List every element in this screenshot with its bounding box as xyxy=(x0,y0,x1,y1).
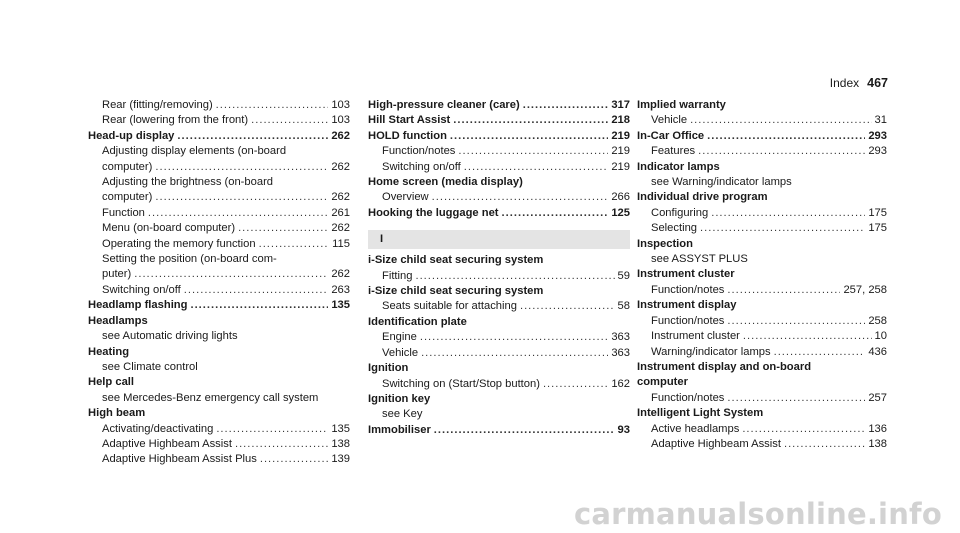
page-reference[interactable]: 261 xyxy=(331,206,350,219)
page-reference[interactable]: 135 xyxy=(331,299,350,312)
entry-text: HOLD function xyxy=(368,129,447,142)
dot-leader xyxy=(216,422,328,437)
page-reference[interactable]: 115 xyxy=(332,237,350,250)
index-subentry[interactable] xyxy=(88,283,350,298)
index-subentry[interactable] xyxy=(88,437,350,452)
index-subentry[interactable] xyxy=(368,160,630,175)
entry-text: Active headlamps xyxy=(651,422,740,435)
index-heading: Ignition xyxy=(368,362,409,375)
entry-text: Hooking the luggage net xyxy=(368,206,499,219)
page-header xyxy=(830,76,888,90)
index-subentry[interactable] xyxy=(368,269,630,284)
entry-text: computer) xyxy=(102,191,153,204)
entry-text: Engine xyxy=(382,331,417,344)
dot-leader xyxy=(421,346,608,361)
page-reference[interactable]: 317 xyxy=(611,99,630,111)
index-heading: Intelligent Light System xyxy=(637,407,764,420)
dot-leader xyxy=(148,206,328,221)
entry-text: Rear (lowering from the front) xyxy=(102,114,249,127)
index-subentry[interactable] xyxy=(368,377,630,392)
dot-leader xyxy=(458,144,608,159)
entry-text: Switching on (Start/Stop button) xyxy=(382,377,540,390)
index-cross-reference: see Automatic driving lights xyxy=(102,330,238,343)
page-reference[interactable]: 258 xyxy=(868,314,887,327)
page-reference[interactable]: 219 xyxy=(611,129,630,142)
dot-leader xyxy=(502,206,609,221)
page-reference[interactable]: 266 xyxy=(611,191,630,204)
entry-text: Hill Start Assist xyxy=(368,114,451,127)
page-reference[interactable]: 103 xyxy=(331,114,350,127)
entry-text: Instrument cluster xyxy=(651,330,740,343)
index-cross-reference: Adjusting display elements (on-board xyxy=(102,145,287,158)
index-subentry[interactable] xyxy=(637,283,887,298)
index-subentry[interactable] xyxy=(368,144,630,159)
entry-text: Function/notes xyxy=(651,283,725,296)
entry-text: Configuring xyxy=(651,206,709,219)
page-reference[interactable]: 293 xyxy=(868,129,887,142)
index-subentry[interactable] xyxy=(368,190,630,205)
dot-leader xyxy=(155,160,328,175)
dot-leader xyxy=(727,391,865,406)
page-reference[interactable]: 136 xyxy=(868,422,887,435)
entry-text: Selecting xyxy=(651,222,698,235)
index-subentry[interactable] xyxy=(368,299,630,314)
index-heading: Instrument display xyxy=(637,299,737,312)
entry-text: Fitting xyxy=(382,269,413,282)
page-reference[interactable]: 175 xyxy=(868,206,887,219)
dot-leader xyxy=(434,423,615,438)
page-reference[interactable]: 59 xyxy=(617,269,630,282)
page-reference[interactable]: 175 xyxy=(868,222,887,235)
index-heading: Instrument cluster xyxy=(637,268,735,281)
dot-leader xyxy=(690,113,871,128)
dot-leader xyxy=(155,190,328,205)
index-heading-entry[interactable] xyxy=(368,129,630,144)
index-subentry[interactable] xyxy=(637,345,887,360)
index-subentry[interactable] xyxy=(368,330,630,345)
index-heading: Instrument display and on-board xyxy=(637,360,812,373)
page-reference[interactable]: 262 xyxy=(331,222,350,235)
page-reference[interactable]: 162 xyxy=(611,377,630,390)
index-column-2 xyxy=(368,98,630,438)
dot-leader xyxy=(784,437,865,452)
entry-text: High-pressure cleaner (care) xyxy=(368,99,520,111)
index-subentry[interactable] xyxy=(368,346,630,361)
entry-text: Head-up display xyxy=(88,129,175,142)
entry-text: Adaptive Highbeam Assist Plus xyxy=(102,453,257,466)
index-heading-entry[interactable] xyxy=(637,129,887,144)
index-heading: computer xyxy=(637,376,688,389)
index-cross-reference: Adjusting the brightness (on-board xyxy=(102,176,274,189)
dot-leader xyxy=(743,329,872,344)
index-heading: Inspection xyxy=(637,237,693,250)
page-reference[interactable]: 262 xyxy=(331,129,350,142)
dot-leader xyxy=(134,267,328,282)
dot-leader xyxy=(727,283,840,298)
index-heading: Heating xyxy=(88,345,130,358)
dot-leader xyxy=(543,377,608,392)
dot-leader xyxy=(727,314,865,329)
page-reference[interactable]: 31 xyxy=(874,114,887,127)
index-column-1 xyxy=(88,98,350,468)
index-cross-reference: see Key xyxy=(382,408,423,421)
page-reference[interactable]: 257 xyxy=(868,391,887,404)
index-cross-reference: see Mercedes-Benz emergency call system xyxy=(102,391,319,404)
entry-text: Warning/indicator lamps xyxy=(651,345,771,358)
page-reference[interactable]: 262 xyxy=(331,160,350,173)
page-reference[interactable]: 58 xyxy=(617,300,630,313)
entry-text: Function/notes xyxy=(651,391,725,404)
dot-leader xyxy=(251,113,328,128)
entry-text: Function/notes xyxy=(651,314,725,327)
index-heading: High beam xyxy=(88,407,146,420)
dot-leader xyxy=(190,298,328,313)
entry-text: Vehicle xyxy=(382,346,419,359)
index-subentry[interactable] xyxy=(637,437,887,452)
index-heading-entry[interactable] xyxy=(368,113,630,128)
index-heading: i-Size child seat securing system xyxy=(368,254,544,267)
index-heading: Help call xyxy=(88,376,135,389)
entry-text: Switching on/off xyxy=(382,160,461,173)
entry-text: Function/notes xyxy=(382,145,456,158)
index-subentry[interactable] xyxy=(637,391,887,406)
index-cross-reference: see ASSYST PLUS xyxy=(651,253,748,266)
page-reference[interactable]: 293 xyxy=(868,145,887,158)
entry-text: Headlamp flashing xyxy=(88,299,188,312)
entry-text: Function xyxy=(102,206,145,219)
index-subentry[interactable] xyxy=(637,329,887,344)
dot-leader xyxy=(184,283,329,298)
index-heading: Ignition key xyxy=(368,392,431,405)
entry-text: Adaptive Highbeam Assist xyxy=(651,437,781,450)
page-reference[interactable]: 219 xyxy=(611,145,630,158)
entry-text: Rear (fitting/removing) xyxy=(102,99,213,111)
entry-text: Activating/deactivating xyxy=(102,422,214,435)
index-subentry[interactable] xyxy=(637,422,887,437)
watermark: carmanualsonline.info xyxy=(573,497,942,531)
entry-text: puter) xyxy=(102,268,132,281)
entry-text: computer) xyxy=(102,160,153,173)
index-subentry[interactable] xyxy=(88,422,350,437)
index-subentry[interactable] xyxy=(88,160,350,175)
dot-leader xyxy=(260,452,328,467)
entry-text: Vehicle xyxy=(651,114,688,127)
dot-leader xyxy=(238,221,328,236)
dot-leader xyxy=(216,98,329,113)
dot-leader xyxy=(742,422,865,437)
entry-text: Seats suitable for attaching xyxy=(382,300,517,313)
page-reference[interactable]: 103 xyxy=(331,99,350,111)
entry-text: Features xyxy=(651,145,696,158)
index-heading-entry[interactable] xyxy=(88,298,350,313)
dot-leader xyxy=(707,129,865,144)
index-cross-reference: see Warning/indicator lamps xyxy=(651,176,792,189)
index-heading-entry[interactable] xyxy=(368,423,630,438)
dot-leader xyxy=(520,299,615,314)
dot-leader xyxy=(453,113,608,128)
dot-leader xyxy=(420,330,608,345)
dot-leader xyxy=(450,129,608,144)
dot-leader xyxy=(259,237,330,252)
header-label: Index xyxy=(829,76,860,90)
page-reference[interactable]: 138 xyxy=(868,437,887,450)
dot-leader xyxy=(432,190,609,205)
index-subentry[interactable] xyxy=(88,98,350,113)
dot-leader xyxy=(698,144,865,159)
entry-text: Operating the memory function xyxy=(102,237,256,250)
page-reference[interactable]: 436 xyxy=(868,345,887,358)
entry-text: Immobiliser xyxy=(368,423,431,436)
entry-text: Adaptive Highbeam Assist xyxy=(102,437,232,450)
page-reference[interactable]: 219 xyxy=(611,160,630,173)
index-subentry[interactable] xyxy=(637,221,887,236)
index-heading: Headlamps xyxy=(88,314,148,327)
dot-leader xyxy=(177,129,328,144)
index-subentry[interactable] xyxy=(637,144,887,159)
page-reference[interactable]: 138 xyxy=(331,437,350,450)
section-letter-bar: I xyxy=(368,230,630,249)
index-subentry[interactable] xyxy=(88,190,350,205)
dot-leader xyxy=(774,345,866,360)
page-reference[interactable]: 135 xyxy=(331,422,350,435)
dot-leader xyxy=(700,221,865,236)
entry-text: In-Car Office xyxy=(637,129,705,142)
index-subentry[interactable] xyxy=(88,206,350,221)
dot-leader xyxy=(464,160,609,175)
page-reference[interactable]: 125 xyxy=(611,206,630,219)
index-heading-entry[interactable] xyxy=(368,98,630,113)
index-heading: Indicator lamps xyxy=(637,160,720,173)
index-subentry[interactable] xyxy=(88,452,350,467)
index-heading: Individual drive program xyxy=(637,191,768,204)
index-subentry[interactable] xyxy=(88,221,350,236)
index-subentry[interactable] xyxy=(637,314,887,329)
index-subentry[interactable] xyxy=(88,267,350,282)
index-cross-reference: Setting the position (on-board com- xyxy=(102,253,277,266)
index-heading: Implied warranty xyxy=(637,99,726,111)
dot-leader xyxy=(523,98,609,113)
dot-leader xyxy=(711,206,865,221)
page-reference[interactable]: 262 xyxy=(331,191,350,204)
index-subentry[interactable] xyxy=(637,206,887,221)
entry-text: Menu (on-board computer) xyxy=(102,222,236,235)
entry-text: Overview xyxy=(382,191,429,204)
page-reference[interactable]: 139 xyxy=(331,453,350,466)
index-subentry[interactable] xyxy=(88,113,350,128)
page-reference[interactable]: 262 xyxy=(331,268,350,281)
index-heading: Identification plate xyxy=(368,315,467,328)
page-reference[interactable]: 263 xyxy=(331,283,350,296)
index-subentry[interactable] xyxy=(637,113,887,128)
page-reference[interactable]: 218 xyxy=(611,114,630,127)
page-reference[interactable]: 257, 258 xyxy=(843,283,887,296)
dot-leader xyxy=(415,269,614,284)
dot-leader xyxy=(235,437,328,452)
page-reference[interactable]: 363 xyxy=(611,346,630,359)
page-reference[interactable]: 93 xyxy=(617,423,630,436)
entry-text: Switching on/off xyxy=(102,283,181,296)
index-cross-reference: see Climate control xyxy=(102,360,198,373)
index-subentry[interactable] xyxy=(88,237,350,252)
page-reference[interactable]: 363 xyxy=(611,331,630,344)
index-heading-entry[interactable] xyxy=(368,206,630,221)
index-heading: Home screen (media display) xyxy=(368,176,523,189)
page-number: 467 xyxy=(867,76,888,90)
page-reference[interactable]: 10 xyxy=(874,330,887,343)
index-column-3 xyxy=(637,98,887,452)
index-heading: i-Size child seat securing system xyxy=(368,285,544,298)
index-heading-entry[interactable] xyxy=(88,129,350,144)
